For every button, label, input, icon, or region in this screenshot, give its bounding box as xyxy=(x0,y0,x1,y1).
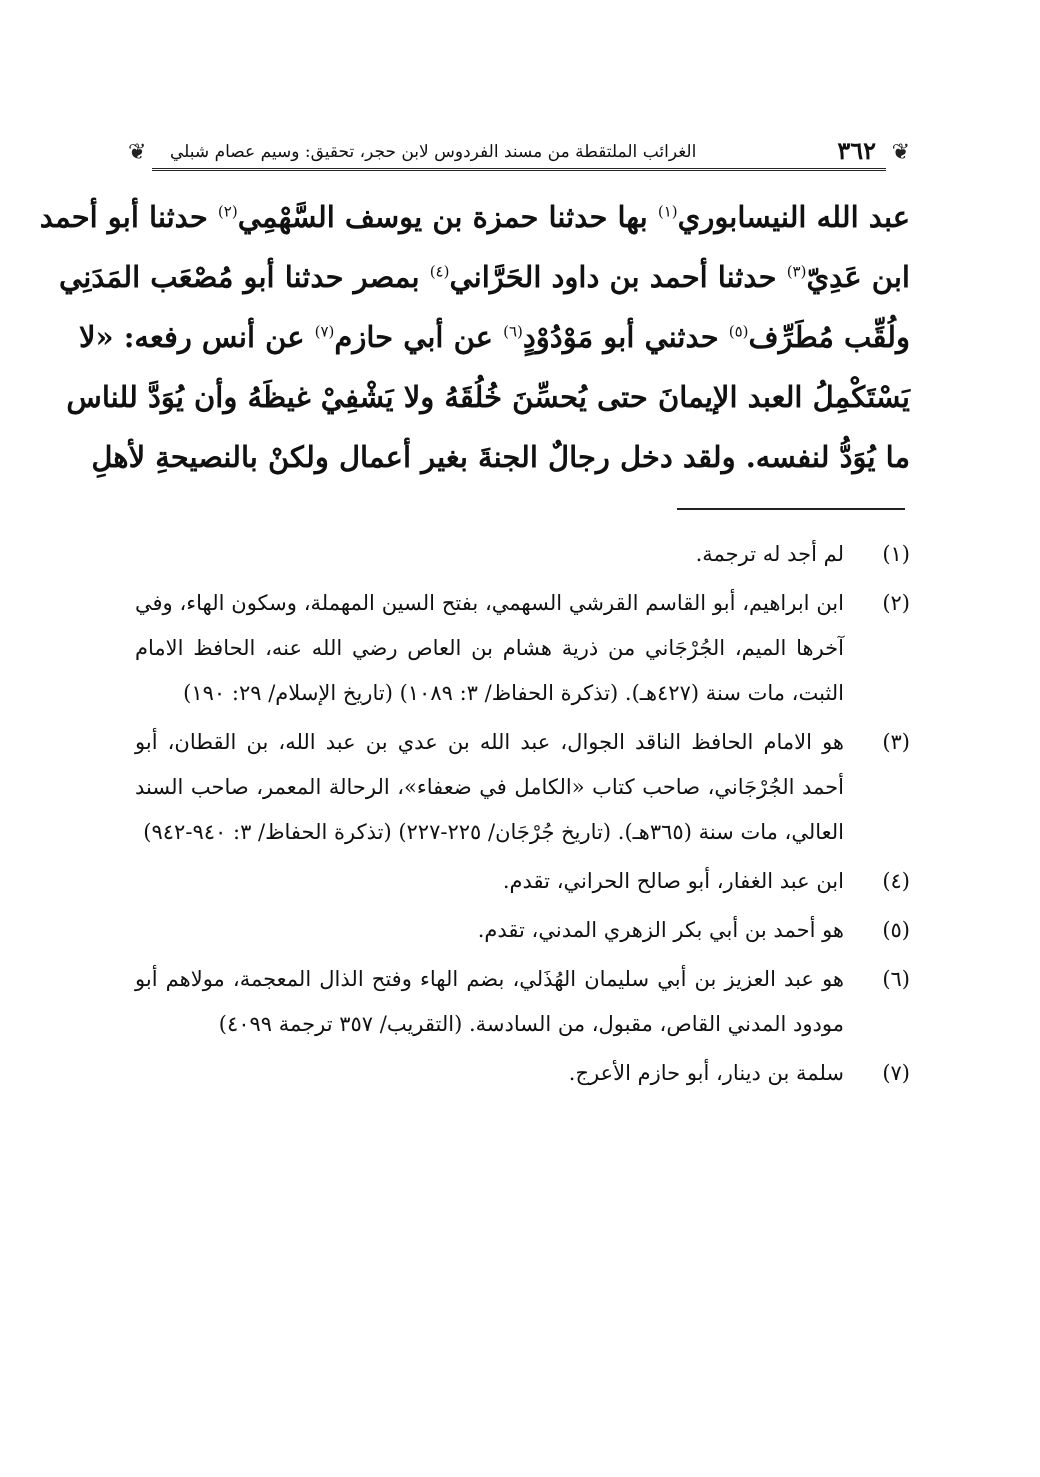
footnote-6 xyxy=(135,957,910,1047)
footnote-number: (٧) xyxy=(882,1061,910,1085)
text-segment: حدثني أبو مَوْدُوْدٍ xyxy=(522,320,729,354)
main-line-2 xyxy=(59,247,910,307)
running-header xyxy=(128,132,910,172)
main-text xyxy=(39,187,910,487)
footnote-number: (٣) xyxy=(882,730,910,754)
footnote-number: (١) xyxy=(882,542,910,566)
text-segment: بمصر حدثنا أبو مُصْعَب المَدَنِي xyxy=(59,260,430,294)
footnote-number: (٤) xyxy=(882,869,910,893)
text-segment: ولُقِّب مُطَرِّف xyxy=(748,320,910,354)
header-rule xyxy=(152,168,886,171)
footnote-text: هو الامام الحافظ الناقد الجوال، عبد الله بن عدي بن عبد الله، بن القطان، أبو أحمد الجُرْجَاني، صاحب كتاب «الكامل في ضعفاء»، الرحالة المعمر، صاحب السند العالي، مات سنة (٣٦٥هـ). (تاريخ جُرْجَان/ ٢٢٥-٢٢٧) (تذكرة الحفاظ/ ٣: ٩٤٠-٩٤٢) xyxy=(135,730,844,844)
footnote-text: هو أحمد بن أبي بكر الزهري المدني، تقدم. xyxy=(477,918,844,942)
footnote-2 xyxy=(135,581,910,716)
text-segment: عن أبي حازم xyxy=(334,320,504,354)
footnote-7 xyxy=(135,1051,910,1096)
footnote-3 xyxy=(135,720,910,855)
main-line-1 xyxy=(39,187,910,247)
footnote-ref-5[interactable]: (٥) xyxy=(728,322,749,341)
text-segment: عبد الله النيسابوري xyxy=(677,200,910,234)
footnote-text: سلمة بن دينار، أبو حازم الأعرج. xyxy=(568,1061,844,1085)
ornament-right-icon: ❦ xyxy=(891,140,910,165)
main-line-4: يَسْتَكْمِلُ العبد الإيمانَ حتى يُحسِّنَ خُلُقَهُ ولا يَشْفِيْ غيظَهُ وأن يُوَدَّ للناس xyxy=(66,380,910,414)
header-title: الغرائب الملتقطة من مسند الفردوس لابن حجر، تحقيق: وسيم عصام شبلي xyxy=(170,142,697,162)
footnote-number: (٦) xyxy=(882,967,910,991)
text-segment: حدثنا أبو أحمد xyxy=(39,200,218,234)
footnote-4 xyxy=(135,859,910,904)
text-segment: عن أنس رفعه: «لا xyxy=(78,320,315,354)
main-line-5: ما يُوَدُّ لنفسه. ولقد دخل رجالٌ الجنةَ بغير أعمال ولكنْ بالنصيحةِ لأهلِ xyxy=(91,440,910,474)
footnote-separator xyxy=(677,508,905,510)
footnote-ref-7[interactable]: (٧) xyxy=(314,322,335,341)
footnote-ref-3[interactable]: (٣) xyxy=(786,262,807,281)
text-segment: ابن عَدِيّ xyxy=(806,260,910,294)
footnote-ref-1[interactable]: (١) xyxy=(657,202,678,221)
footnote-number: (٢) xyxy=(882,591,910,615)
footnote-ref-4[interactable]: (٤) xyxy=(429,262,450,281)
text-segment: بها حدثنا حمزة بن يوسف السَّهْمِي xyxy=(237,200,658,234)
page-number: ٣٦٢ xyxy=(837,136,876,165)
footnote-number: (٥) xyxy=(882,918,910,942)
footnote-1 xyxy=(135,532,910,577)
footnote-5 xyxy=(135,908,910,953)
footnote-ref-2[interactable]: (٢) xyxy=(217,202,238,221)
footnote-text: لم أجد له ترجمة. xyxy=(695,542,844,566)
footnote-ref-6[interactable]: (٦) xyxy=(503,322,523,341)
ornament-left-icon: ❦ xyxy=(128,140,147,165)
text-segment: حدثنا أحمد بن داود الحَرَّاني xyxy=(449,260,787,294)
footnote-text: ابن ابراهيم، أبو القاسم القرشي السهمي، بفتح السين المهملة، وسكون الهاء، وفي آخرها الميم، الجُرْجَاني من ذرية هشام بن العاص رضي الله عنه، الحافظ الامام الثبت، مات سنة (٤٢٧هـ). (تذكرة الحفاظ/ ٣: ١٠٨٩) (تاريخ الإسلام/ ٢٩: ١٩٠) xyxy=(135,591,844,705)
footnotes xyxy=(135,532,910,1100)
footnote-text: ابن عبد الغفار، أبو صالح الحراني، تقدم. xyxy=(502,869,844,893)
footnote-text: هو عبد العزيز بن أبي سليمان الهُذَلي، بضم الهاء وفتح الذال المعجمة، مولاهم أبو مودود المدني القاص، مقبول، من السادسة. (التقريب/ ٣٥٧ ترجمة ٤٠٩٩) xyxy=(135,967,844,1036)
main-line-3 xyxy=(78,307,910,367)
